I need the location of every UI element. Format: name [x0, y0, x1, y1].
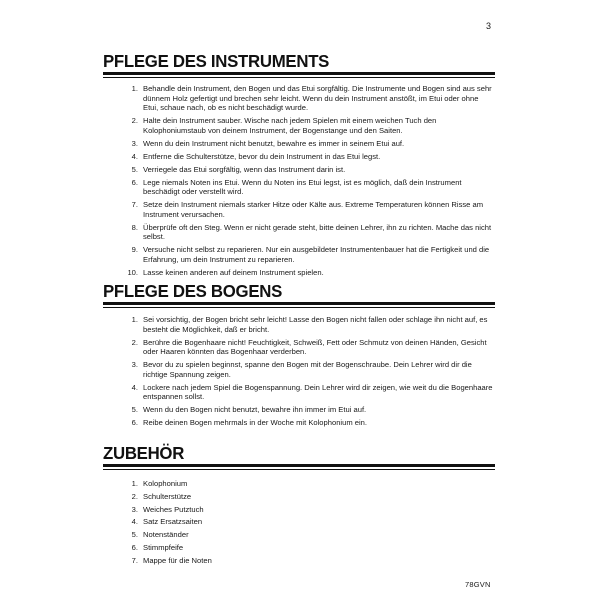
item-text: Wenn du den Bogen nicht benutzt, bewahre ihn immer im Etui auf.	[143, 405, 367, 415]
item-text: Bevor du zu spielen beginnst, spanne den Bogen mit der Bogenschraube. Dein Lehrer wird dir die richtige Spannung zeigen.	[143, 360, 472, 379]
list-item	[119, 383, 494, 402]
item-text: Schulterstütze	[143, 491, 192, 501]
item-number: 5.	[131, 530, 138, 540]
section-instrument-care	[103, 51, 495, 78]
item-text: Wenn du dein Instrument nicht benutzt, bewahre es immer in seinem Etui auf.	[143, 138, 405, 148]
item-number: 3.	[131, 138, 138, 148]
list-item	[119, 505, 494, 515]
list-item	[119, 360, 494, 379]
heading-rule	[103, 302, 495, 308]
list-item	[119, 152, 494, 162]
list-item	[119, 556, 494, 566]
list-item	[119, 543, 494, 553]
list-item	[119, 178, 494, 197]
list-item	[119, 418, 494, 428]
list-item	[119, 405, 494, 415]
item-number: 7.	[131, 200, 138, 210]
item-text: Notenständer	[143, 530, 189, 540]
item-number: 3.	[131, 360, 138, 370]
instrument-care-list	[119, 84, 494, 281]
item-number: 2.	[131, 337, 138, 347]
item-number: 8.	[131, 222, 138, 232]
item-number: 4.	[131, 151, 138, 161]
item-text: Satz Ersatzsaiten	[143, 517, 203, 527]
accessories-list	[119, 479, 494, 568]
section-bow-care	[103, 281, 495, 308]
item-number: 7.	[131, 555, 138, 565]
item-text: Lockere nach jedem Spiel die Bogenspannung. Dein Lehrer wird dir zeigen, wie weit du die Bogenhaare entspannen sollst.	[143, 382, 493, 402]
item-number: 1.	[131, 479, 138, 488]
item-number: 5.	[131, 164, 138, 174]
list-item	[119, 245, 494, 264]
list-item	[119, 116, 494, 135]
list-item	[119, 315, 494, 334]
bow-care-list	[119, 315, 494, 431]
item-number: 6.	[131, 542, 138, 552]
item-number: 10.	[127, 268, 138, 278]
item-number: 4.	[131, 517, 138, 527]
item-number: 6.	[131, 418, 138, 428]
item-number: 5.	[131, 405, 138, 415]
item-text: Sei vorsichtig, der Bogen bricht sehr leicht! Lasse den Bogen nicht fallen oder schlage ihn nicht auf, es besteht die Möglichkeit, daß er bricht.	[143, 315, 488, 334]
section-accessories	[103, 443, 495, 470]
item-number: 2.	[131, 491, 138, 501]
item-text: Setze dein Instrument niemals starker Hitze oder Kälte aus. Extreme Temperaturen können Risse am Instrument verursachen.	[143, 200, 484, 219]
section-heading: ZUBEHÖR	[103, 443, 185, 463]
item-text: Stimmpfeife	[143, 542, 184, 552]
section-heading: PFLEGE DES BOGENS	[103, 281, 283, 301]
item-text: Lasse keinen anderen auf deinem Instrument spielen.	[143, 268, 324, 278]
item-number: 3.	[131, 504, 138, 514]
heading-rule	[103, 72, 495, 78]
list-item	[119, 530, 494, 540]
item-text: Kolophonium	[143, 479, 188, 488]
item-number: 2.	[131, 116, 138, 126]
item-number: 1.	[131, 315, 138, 324]
item-text: Lege niemals Noten ins Etui. Wenn du Noten ins Etui legst, ist es möglich, daß dein Instrument beschädigt oder verstellt wird.	[143, 177, 462, 197]
item-text: Verriegele das Etui sorgfältig, wenn das Instrument darin ist.	[143, 164, 346, 174]
item-text: Entferne die Schulterstütze, bevor du dein Instrument in das Etui legst.	[143, 151, 381, 161]
list-item	[119, 84, 494, 113]
item-number: 9.	[131, 245, 138, 255]
list-item	[119, 517, 494, 527]
item-text: Überprüfe oft den Steg. Wenn er nicht gerade steht, bitte deinen Lehrer, ihn zu richten. Mache das nicht selbst.	[143, 222, 492, 242]
list-item	[119, 223, 494, 242]
list-item	[119, 338, 494, 357]
item-text: Versuche nicht selbst zu reparieren. Nur ein ausgebildeter Instrumentenbauer hat die Fertigkeit und die Erfahrung, um dein Instrument zu reparieren.	[143, 245, 490, 265]
item-number: 4.	[131, 382, 138, 392]
list-item	[119, 268, 494, 278]
section-heading: PFLEGE DES INSTRUMENTS	[103, 51, 330, 71]
list-item	[119, 492, 494, 502]
footer-code: 78GVN	[465, 580, 491, 589]
heading-rule	[103, 464, 495, 470]
list-item	[119, 479, 494, 489]
list-item	[119, 165, 494, 175]
item-text: Halte dein Instrument sauber. Wische nach jedem Spielen mit einem weichen Tuch den Kolophoniumstaub von deinem Instrument, der Bogenstange und den Saiten.	[143, 116, 437, 135]
list-item	[119, 139, 494, 149]
item-text: Behandle dein Instrument, den Bogen und das Etui sorgfältig. Die Instrumente und Bogen sind aus sehr dünnem Holz gefertigt und brechen sehr leicht. Wenn du dein Instrument anstößt, im Etui oder ohne Etui, schaue nach, ob es nicht beschädigt wurde.	[143, 84, 492, 113]
item-number: 1.	[131, 84, 138, 93]
list-item	[119, 200, 494, 219]
item-text: Mappe für die Noten	[143, 555, 212, 565]
item-text: Berühre die Bogenhaare nicht! Feuchtigkeit, Schweiß, Fett oder Schmutz von deinen Händen, Gesicht oder Haaren könnten das Bogenhaar verderben.	[143, 337, 487, 357]
item-number: 6.	[131, 177, 138, 187]
page-number: 3	[486, 21, 492, 31]
item-text: Reibe deinen Bogen mehrmals in der Woche mit Kolophonium ein.	[143, 418, 368, 428]
item-text: Weiches Putztuch	[143, 504, 204, 514]
